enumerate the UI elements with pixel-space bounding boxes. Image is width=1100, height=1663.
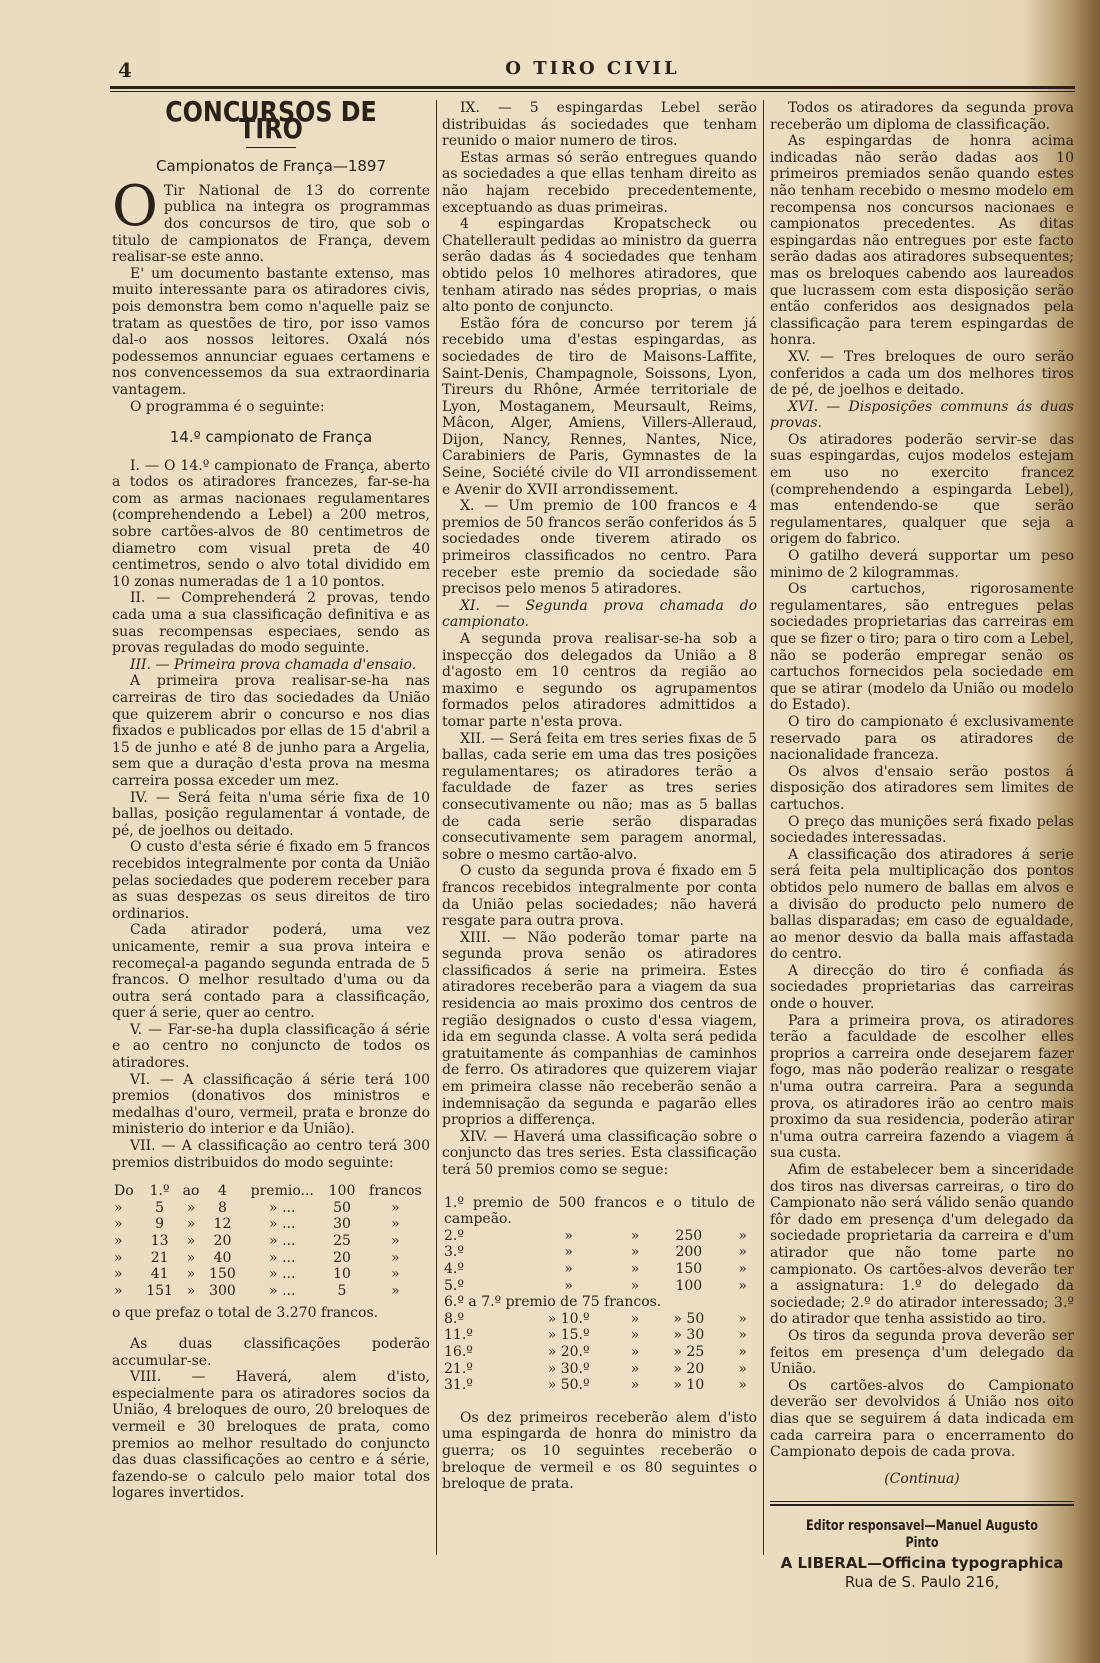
paragraph: I. — O 14.º campionato de França, aberto a todos os atiradores francezes, far-se-ha com as armas nacionaes regulamentares (comprehendendo a Lebel) a 200 metros, sobre cartões-alvos de 80 centimetros de diametro com visual preta de 40 centimetros, sendo o alvo total dividido em 10 zonas numeradas de 1 a 10 pontos. — [112, 457, 430, 590]
paragraph: O custo d'esta série é fixado em 5 francos recebidos integralmente por conta da União pelas sociedades que poderem receber para as suas despezas os seus direitos de tiro ordinarios. — [112, 839, 430, 922]
prize-cell: 41 — [150, 1266, 169, 1283]
prize-table-campionato — [442, 1195, 757, 1394]
prize-cell: » — [186, 1216, 196, 1233]
prize-cell: 21.º — [444, 1360, 473, 1377]
page-header — [110, 58, 1075, 84]
paragraph: Estas armas só serão entregues quando as sociedades a que ellas tenham direito as não hajam recebido precedentemente, exceptuando as duas primeiras. — [442, 149, 757, 216]
prize-cell: » — [738, 1360, 747, 1377]
prize-cell: 150 — [209, 1266, 236, 1283]
prize-cell: 12 — [213, 1216, 232, 1233]
prize-cell: » — [391, 1282, 400, 1299]
prize-cell: 5 — [337, 1282, 347, 1299]
paragraph: Os cartuchos, rigorosamente regulamentares, são entregues pelas sociedades proprietarias das carreiras em que se fizer o tiro; para o tiro com a Lebel, não se poderão empregar senão os cartuchos fornecidos pela sociedade em que se atirar (modelo da União ou modelo do Estado). — [770, 581, 1074, 714]
prize-cell: » — [391, 1216, 400, 1233]
prize-cell: » — [738, 1244, 747, 1261]
paragraph: Afim de estabelecer bem a sinceridade dos tiros nas diversas carreiras, o tiro do Campionato não será válido senão quando fôr dado em presença d'um delegado da sociedade proprietaria da carreira e d'um atirador que não tome parte no campionato. Os cartões-alvos deverão ter a assignatura: 1.º do delegado da sociedade; 2.º do atirador interessado; 3.º do atirador que tenha assistido ao tiro. — [770, 1162, 1074, 1328]
prize-cell: » 15.º — [547, 1327, 590, 1344]
prize-cell: » — [391, 1266, 400, 1283]
paragraph: Os dez primeiros receberão alem d'isto uma espingarda de honra do ministro da guerra; os 10 seguintes receberão o breloque de vermeil e os 80 seguintes o breloque de prata. — [442, 1409, 757, 1493]
prize-cell: » 20 — [673, 1360, 705, 1377]
prize-cell: 200 — [675, 1244, 703, 1261]
prize-cell: 4 — [218, 1183, 227, 1200]
prize-cell: » — [630, 1260, 640, 1277]
footer-rule-thick — [770, 1504, 1074, 1506]
header-rule-thin — [110, 91, 1075, 92]
paragraph: VI. — A classificação á série terá 100 premios (donativos dos ministros e medalhas d'ouro, vermeil, prata e bronze do ministerio do interior e da União). — [112, 1071, 430, 1138]
paragraph: X. — Um premio de 100 francos e 4 premios de 50 francos serão conferidos ás 5 sociedades onde tiverem atirado os primeiros classificados no centro. Para receber este premio da sociedade são precisos pelo menos 5 atiradores. — [442, 498, 757, 598]
press-line: A LIBERAL—Officina typographica — [780, 1554, 1064, 1573]
prize-row — [442, 1278, 757, 1295]
prize-cell: francos — [369, 1183, 422, 1200]
prize-cell: » — [186, 1199, 196, 1216]
prize-cell: » — [114, 1199, 123, 1216]
article-subtitle: Campionatos de França—1897 — [155, 157, 387, 176]
prize-cell: » — [630, 1244, 640, 1261]
prize-cell: » ... — [269, 1233, 296, 1249]
paragraph: XII. — Será feita em tres series fixas de 5 ballas, cada serie em uma das tres posições regulamentares; os atiradores terão a faculdade de fazer as tres series consecutivamente ou não; mas as 5 ballas de cada serie serão disparadas consecutivamente sem paragem anormal, sobre o mesmo cartão-alvo. — [442, 730, 757, 863]
prize-row — [442, 1261, 757, 1278]
title-rule — [246, 147, 296, 148]
prize-row — [442, 1344, 757, 1361]
prize-cell: » — [186, 1233, 196, 1249]
continua-note: (Continua) — [884, 1470, 960, 1487]
prize-cell: 11.º — [444, 1327, 473, 1344]
prize-cell: » — [630, 1327, 640, 1344]
prize-table-centro — [112, 1183, 430, 1299]
paragraph: VII. — A classificação ao centro terá 300 premios distribuidos do modo seguinte: — [112, 1138, 430, 1171]
prize-row — [442, 1327, 757, 1344]
prize-cell: » — [114, 1266, 123, 1283]
prize-cell: » — [630, 1343, 640, 1360]
prize-cell: 50 — [333, 1199, 351, 1216]
prize-cell: » ... — [269, 1266, 296, 1283]
prize-row — [442, 1228, 757, 1245]
prize-cell: 40 — [213, 1249, 232, 1266]
paragraph: III. — Primeira prova chamada d'ensaio. — [130, 656, 417, 673]
prize-cell: 1.º premio de 500 francos e o titulo de campeão. — [444, 1194, 755, 1228]
prize-cell: » — [738, 1227, 747, 1244]
paragraph: Para a primeira prova, os atiradores terão a faculdade de escolher elles proprios a carreira onde desejarem fazer fogo, mas não poderão realizar o resgate n'uma outra carreira. Para a segunda prova, os atiradores irão ao centro mais proximo da sua residencia, poderão atirar n'uma outra carreira fazendo a viagem á sua custa. — [770, 1012, 1074, 1162]
paragraph: Cada atirador poderá, uma vez unicamente, remir a sua prova inteira e recomeçal-a pagando segunda entrada de 5 francos. O melhor resultado d'uma ou da outra será contado para a classificação, quer á serie, quer ao centro. — [112, 922, 430, 1022]
prize-cell: » — [738, 1277, 747, 1294]
prize-row — [112, 1216, 430, 1233]
prize-cell: 21 — [150, 1249, 169, 1266]
prize-cell: 16.º — [444, 1343, 473, 1360]
prize-row — [442, 1294, 757, 1311]
prize-row — [112, 1200, 430, 1217]
intro-paragraph: O Tir National de 13 do corrente publica na integra os programmas dos concursos de tiro, que sob o titulo de campionatos de França, devem realisar-se este anno. — [112, 173, 430, 266]
prize-cell: » — [630, 1310, 640, 1327]
prize-cell: » — [738, 1310, 747, 1327]
prize-cell: » — [114, 1249, 123, 1266]
column-divider-2 — [763, 100, 764, 1555]
prize-cell: 5 — [155, 1199, 165, 1216]
prize-cell: » — [630, 1227, 640, 1244]
prize-cell: 31.º — [444, 1377, 473, 1394]
paragraph: A direcção do tiro é confiada ás sociedades proprietarias das carreiras onde o houver. — [770, 962, 1074, 1013]
prize-cell: » 50.º — [547, 1377, 590, 1394]
prize-cell: 20 — [213, 1233, 232, 1249]
column-1 — [112, 95, 430, 1502]
prize-cell: » ... — [269, 1216, 296, 1233]
paragraph: A classificação dos atiradores á serie será feita pela multiplicação dos pontos obtidos pelo numero de ballas em alvos e a divisão do producto pelo numero de ballas disparadas; em caso de egualdade, ao menor desvio da balla mais affastada do centro. — [770, 846, 1074, 963]
paragraph: Os cartões-alvos do Campionato deverão ser devolvidos á União nos oito dias que se seguirem á data indicada em cada carreira para o encerramento do Campionato depois de cada prova. — [770, 1377, 1074, 1461]
prize-cell: » — [738, 1343, 747, 1360]
drop-cap: O — [112, 173, 158, 239]
prize-row — [442, 1244, 757, 1261]
column-divider-1 — [436, 100, 437, 1555]
prize-cell: » — [391, 1199, 400, 1216]
paragraph: o que prefaz o total de 3.270 francos. — [112, 1305, 379, 1322]
prize-cell: 1.º — [149, 1183, 170, 1200]
prize-cell: » — [114, 1233, 123, 1249]
paragraph: XVI. — Disposições communs ás duas provas. — [770, 398, 1074, 432]
prize-cell: 9 — [155, 1216, 165, 1233]
prize-cell: » 20.º — [547, 1343, 590, 1360]
prize-cell: 3.º — [444, 1244, 464, 1261]
paragraph: IX. — 5 espingardas Lebel serão distribuidas ás sociedades que tenham reunido o maior numero de tiros. — [442, 100, 757, 150]
prize-cell: » — [630, 1377, 640, 1394]
prize-cell: » — [186, 1249, 196, 1266]
prize-cell: ao — [182, 1183, 200, 1200]
prize-cell: » — [564, 1260, 573, 1277]
prize-cell: » 10.º — [547, 1310, 590, 1327]
prize-row — [442, 1377, 757, 1394]
paragraph: Os atiradores poderão servir-se das suas espingardas, cujos modelos estejam em uso no exercito francez (comprehendendo a espingarda Lebel), mas entendendo-se que serão regulamentares, qualquer que seja a origem do fabrico. — [770, 431, 1074, 548]
paragraph: Todos os atiradores da segunda prova receberão um diploma de classificação. — [770, 100, 1074, 133]
paragraph: XIV. — Haverá uma classificação sobre o conjuncto das tres series. Esta classificação terá 50 premios como se segue: — [442, 1128, 757, 1178]
prize-cell: 300 — [209, 1282, 236, 1299]
prize-cell: » — [391, 1233, 400, 1249]
prize-cell: 25 — [333, 1233, 351, 1249]
prize-cell: » — [564, 1227, 573, 1244]
prize-cell: » ... — [269, 1199, 296, 1216]
paragraph: V. — Far-se-ha dupla classificação á série e ao centro no conjuncto de todos os atiradores. — [112, 1021, 430, 1072]
paragraph: 4 espingardas Kropatscheck ou Chatellerault pedidas ao ministro da guerra serão dadas ás 4 sociedades que tenham obtido pelos 10 melhores atiradores, que tenham atirado nas sédes proprias, o mais alto ponto de conjuncto. — [442, 216, 757, 316]
prize-cell: » — [630, 1360, 640, 1377]
column-3 — [770, 100, 1074, 1591]
prize-cell: Do — [114, 1183, 134, 1200]
newspaper-title: O TIRO CIVIL — [505, 58, 680, 79]
prize-cell: » ... — [269, 1282, 296, 1299]
prize-cell: » — [186, 1266, 196, 1283]
paragraph: As espingardas de honra acima indicadas não serão dadas aos 10 primeiros premiados senão quando estes não tenham recebido o mesmo modelo em recompensa nos concursos nacionaes e campionatos precedentes. As ditas espingardas não entregues por este facto serão dadas aos atiradores subsequentes; mas os breloques cabendo aos laureados que lucrassem com esta disposição serão então conferidos aos designados pela classificação para terem espingardas de honra. — [770, 133, 1074, 349]
paragraph: Os alvos d'ensaio serão postos á disposição dos atiradores sem limites de cartuchos. — [770, 763, 1074, 813]
header-rule-thick — [110, 86, 1075, 89]
paragraph: A primeira prova realisar-se-ha nas carreiras de tiro das sociedades da União que quizerem abrir o concurso e nos dias fixados e publicados por ellas de 15 d'abril a 15 de junho e até 8 de junho para a Argelia, sem que a duração d'esta prova na mesma carreira possa exceder um mez. — [112, 673, 430, 789]
prize-cell: » — [564, 1277, 573, 1294]
prize-cell: 10 — [333, 1266, 351, 1283]
paragraph: XI. — Segunda prova chamada do campionato. — [442, 597, 757, 631]
paragraph: II. — Comprehenderá 2 provas, tendo cada uma a sua classificação definitiva e as suas recompensas especiaes, sendo as provas reguladas do modo seguinte. — [112, 590, 430, 657]
paragraph: O tiro do campionato é exclusivamente reservado para os atiradores de nacionalidade franceza. — [770, 713, 1074, 764]
prize-cell: » ... — [269, 1249, 296, 1266]
prize-row — [112, 1233, 430, 1250]
section-heading: 14.º campionato de França — [169, 428, 373, 447]
press-address: Rua de S. Paulo 216, — [844, 1573, 1000, 1592]
prize-cell: 8 — [218, 1199, 227, 1216]
prize-cell: 20 — [333, 1249, 351, 1266]
paragraph: O gatilho deverá supportar um peso minimo de 2 kilogrammas. — [770, 548, 1074, 581]
footer-rule — [770, 1501, 1074, 1502]
prize-cell: 2.º — [444, 1227, 464, 1244]
prize-row — [112, 1283, 430, 1300]
prize-cell: 151 — [146, 1282, 173, 1299]
intro-paragraph: E' um documento bastante extenso, mas muito interessante para os atiradores civis, pois demonstra bem como n'aquelle paiz se tratam as questões de tiro, por isso vamos dal-o aos nossos leitores. Oxalá nós podessemos annunciar eguaes certamens e nos convencessemos da sua extraordinaria vantagem. — [112, 265, 430, 398]
paragraph: XIII. — Não poderão tomar parte na segunda prova senão os atiradores classificados á serie na primeira. Estes atiradores receberão para a viagem da sua residencia ao mais proximo dos centros de região designados o custo d'essa viagem, ida em segunda classe. A volta será pedida gratuitamente ás companhias de caminhos de ferro. Os atiradores que quizerem viajar em primeira classe não receberão senão a indemnisação da segunda e pagarão elles proprios a differença. — [442, 929, 757, 1129]
paragraph: O custo da segunda prova é fixado em 5 francos recebidos integralmente por conta da União pelas sociedades; não haverá resgate para outra prova. — [442, 863, 757, 930]
paragraph: A segunda prova realisar-se-ha sob a inspecção dos delegados da União a 8 d'agosto em 10 centros da região ao maximo e segundo os agrupamentos formados pelos atiradores admittidos a tomar parte n'esta prova. — [442, 631, 757, 730]
prize-cell: 30 — [333, 1216, 351, 1233]
prize-cell: premio... — [250, 1183, 314, 1200]
paragraph: VIII. — Haverá, alem d'isto, especialmente para os atiradores socios da União, 4 breloques de ouro, 20 breloques de vermeil e 30 breloques de prata, como premios ao melhor resultado do conjuncto das duas classificações ao centro e á série, fazendo-se o calculo pelo maior total dos logares invertidos. — [112, 1369, 430, 1502]
paragraph: O preço das munições será fixado pelas sociedades interessadas. — [770, 813, 1074, 847]
paragraph: IV. — Será feita n'uma série fixa de 10 ballas, posição regulamentar á vontade, de pé, de joelhos ou deitado. — [112, 789, 430, 839]
prize-cell: » 10 — [673, 1377, 705, 1394]
prize-row — [442, 1311, 757, 1328]
prize-row — [112, 1183, 430, 1200]
prize-cell: » — [738, 1327, 747, 1344]
prize-cell: 150 — [675, 1260, 703, 1277]
paragraph: Estão fóra de concurso por terem já recebido uma d'estas espingardas, as sociedades de tiro de Maisons-Laffite, Saint-Denis, Champagnole, Soissons, Lyon, Tireurs du Rhône, Armée territoriale de Lyon, Mostaganem, Meursault, Reims, Mâcon, Alger, Amiens, Villers-Alleraud, Dijon, Nancy, Rennes, Nantes, Nice, Carabiniers de Paris, Gymnastes de la Seine, Société civile do VII arrondissement e Avenir do XVII arrondissement. — [442, 315, 757, 498]
prize-cell: 100 — [328, 1183, 356, 1200]
prize-cell: 8.º — [444, 1310, 464, 1327]
prize-cell: 100 — [675, 1277, 703, 1294]
article-title: CONCURSOS DE TIRO — [165, 95, 377, 145]
prize-cell: » — [391, 1249, 400, 1266]
prize-cell: 13 — [150, 1233, 169, 1249]
column-2 — [442, 100, 757, 1493]
prize-cell: » — [564, 1244, 573, 1261]
prize-cell: 6.º a 7.º premio de 75 francos. — [444, 1294, 662, 1311]
prize-cell: 4.º — [444, 1260, 464, 1277]
prize-cell: » — [186, 1282, 196, 1299]
prize-cell: » — [114, 1282, 123, 1299]
prize-row — [442, 1361, 757, 1378]
prize-row — [112, 1266, 430, 1283]
paragraph: As duas classificações poderão accumular-se. — [112, 1335, 430, 1369]
paragraph: Os tiros da segunda prova deverão ser feitos em presença d'um delegado da União. — [770, 1327, 1074, 1378]
prize-cell: » 30 — [673, 1327, 705, 1344]
prize-row — [442, 1195, 757, 1228]
prize-cell: » — [738, 1260, 747, 1277]
prize-cell: 5.º — [444, 1277, 464, 1294]
prize-cell: » — [630, 1277, 640, 1294]
prize-cell: » 30.º — [547, 1360, 590, 1377]
prize-cell: » — [114, 1216, 123, 1233]
prize-row — [112, 1250, 430, 1267]
intro-paragraph: O programma é o seguinte: — [130, 398, 325, 415]
editor-line: Editor responsavel—Manuel Augusto Pinto — [806, 1518, 1038, 1551]
paragraph: XV. — Tres breloques de ouro serão conferidos a cada um dos melhores tiros de pé, de joelhos e deitado. — [770, 348, 1074, 399]
prize-cell: » 25 — [673, 1343, 705, 1360]
prize-cell: » 50 — [673, 1310, 705, 1327]
prize-cell: 250 — [675, 1227, 703, 1244]
prize-cell: » — [738, 1377, 747, 1394]
page-number: 4 — [118, 58, 132, 82]
